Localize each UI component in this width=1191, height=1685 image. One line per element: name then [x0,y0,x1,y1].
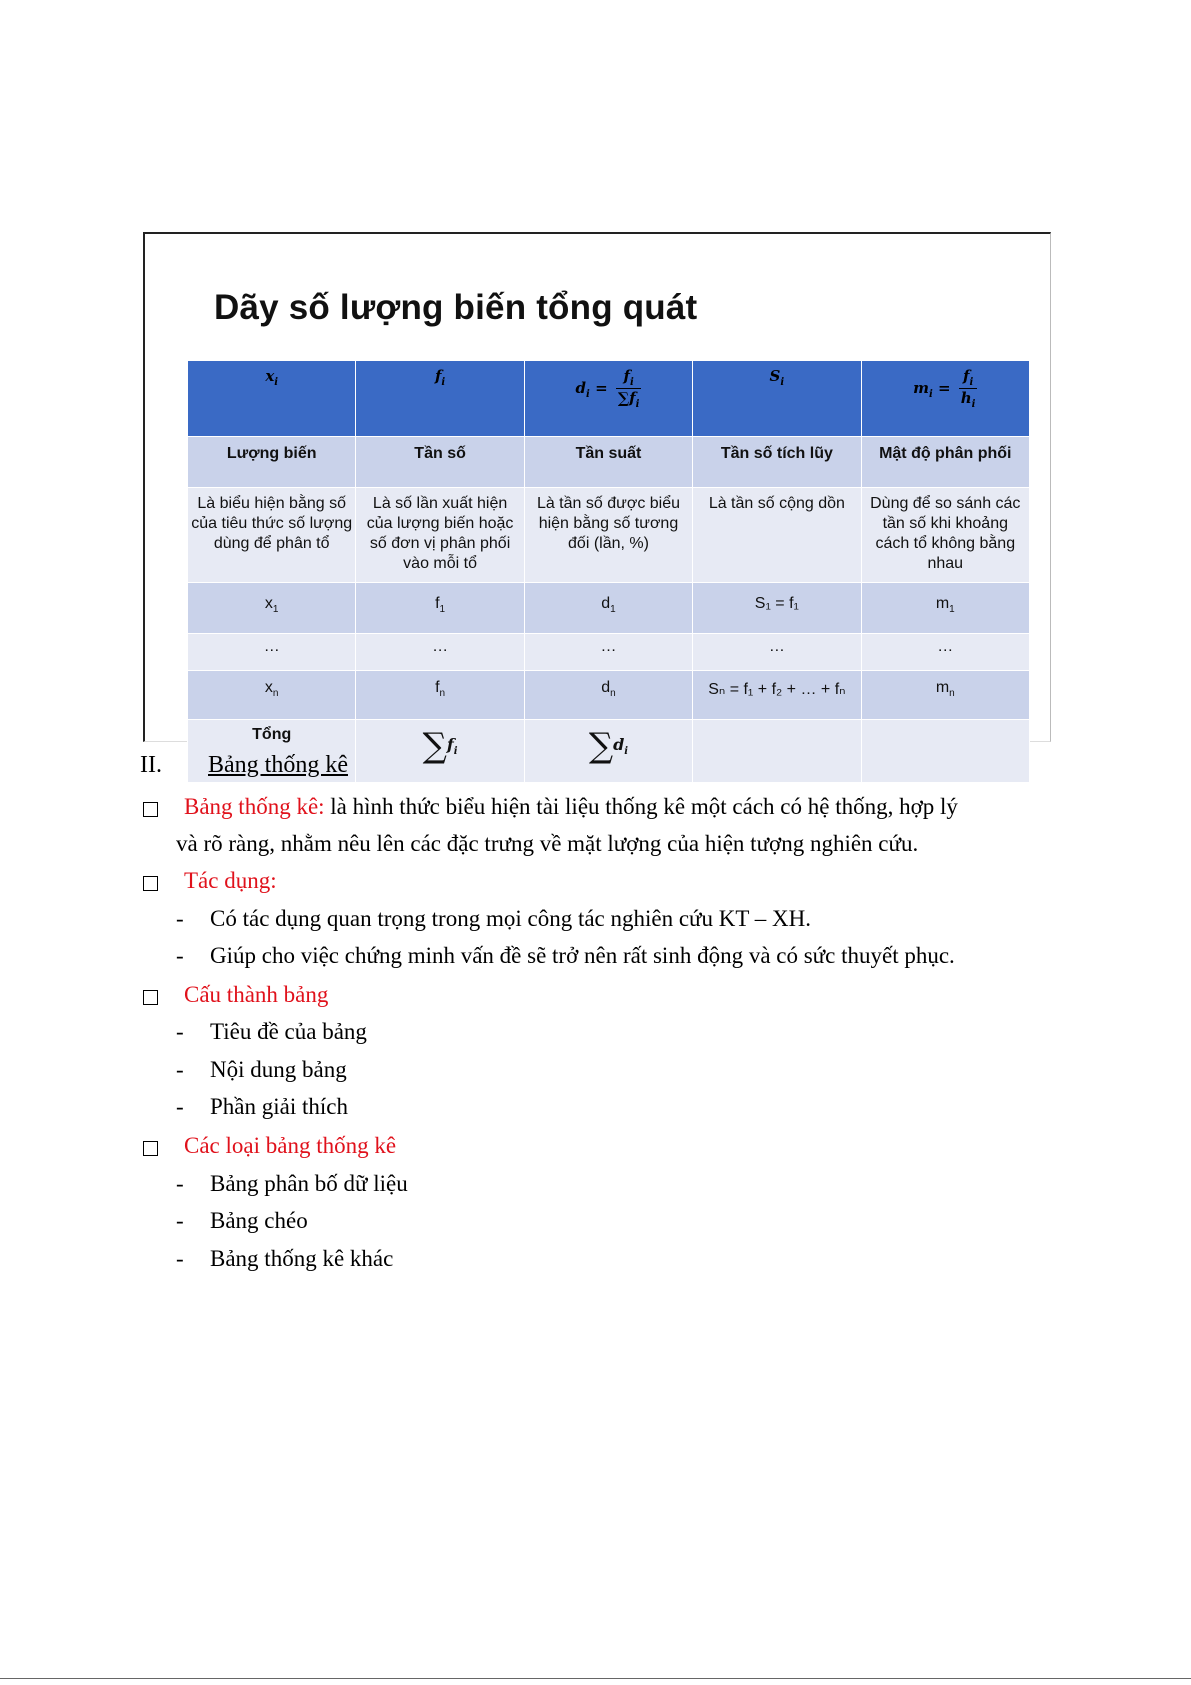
column-description: Là tần số được biểu hiện bằng số tương đối (lần, %) [524,488,692,583]
column-name: Tần suất [524,437,692,488]
symbol-xi: $x_i$ [188,361,356,437]
column-description: Là tần số cộng dồn [693,488,861,583]
term-label: Tác dụng: [184,868,277,893]
sum-di: $\sum d_i$ [524,720,692,783]
slide-title: Dãy số lượng biến tổng quát [214,288,698,327]
table-cell: $x_n$ [188,671,356,720]
list-item: Bảng chéo [210,1208,308,1233]
total-label: Tổng [188,720,356,783]
table-cell: … [188,634,356,671]
list-item: Bảng phân bố dữ liệu [210,1171,408,1196]
symbol-di-formula: $d_i$ = $\frac{f_i}{\sum f_i}$ [524,361,692,437]
checkbox-bullet-icon [143,876,158,891]
table-cell: $f_1$ [356,583,524,634]
table-cell: $m_1$ [861,583,1029,634]
list-item: Tiêu đề của bảng [210,1019,367,1044]
dash-marker: - [176,1057,184,1082]
table-cell: … [356,634,524,671]
sum-fi: $\sum f_i$ [356,720,524,783]
name-row [188,437,1030,488]
dash-marker: - [176,943,184,968]
first-value-row [188,583,1030,634]
section-heading [140,752,348,779]
table-cell: $x_1$ [188,583,356,634]
table-cell [861,720,1029,783]
list-item: Phần giải thích [210,1094,348,1119]
table-cell: S₁ = f₁ [693,583,861,634]
table-cell: Sₙ = f₁ + f₂ + … + fₙ [693,671,861,720]
dash-marker: - [176,1208,184,1233]
list-item: Có tác dụng quan trọng trong mọi công tác nghiên cứu KT – XH. [210,906,811,931]
description-row [188,488,1030,583]
paragraph-line: và rõ ràng, nhằm nêu lên các đặc trưng về mặt lượng của hiện tượng nghiên cứu. [176,831,919,856]
table-cell: … [693,634,861,671]
dash-marker: - [176,906,184,931]
symbol-si: $S_i$ [693,361,861,437]
frequency-table [187,360,1030,783]
list-item: Giúp cho việc chứng minh vấn đề sẽ trở nên rất sinh động và có sức thuyết phục. [210,943,955,968]
paragraph-text: là hình thức biểu hiện tài liệu thống kê một cách có hệ thống, hợp lý [324,794,958,819]
column-name: Tần số [356,437,524,488]
table-cell: $f_n$ [356,671,524,720]
table-cell: $d_n$ [524,671,692,720]
symbol-row [188,361,1030,437]
list-item: Nội dung bảng [210,1057,347,1082]
column-name: Tần số tích lũy [693,437,861,488]
page-bottom-rule [0,1678,1191,1679]
section-number: II. [140,752,162,778]
table-cell: $d_1$ [524,583,692,634]
section-title: Bảng thống kê [208,752,348,778]
column-description: Là số lần xuất hiện của lượng biến hoặc số đơn vị phân phối vào mỗi tổ [356,488,524,583]
dash-marker: - [176,1171,184,1196]
column-description: Là biểu hiện bằng số của tiêu thức số lượng dùng để phân tổ [188,488,356,583]
term-label: Bảng thống kê: [184,794,325,819]
checkbox-bullet-icon [143,990,158,1005]
paragraph-line [184,794,958,820]
checkbox-bullet-icon [143,802,158,817]
table-cell: … [861,634,1029,671]
symbol-mi-formula: $m_i$ = $\frac{f_i}{h_i}$ [861,361,1029,437]
dash-marker: - [176,1246,184,1271]
column-name: Lượng biến [188,437,356,488]
ellipsis-row [188,634,1030,671]
table-cell: $m_n$ [861,671,1029,720]
table-cell: … [524,634,692,671]
term-label: Cấu thành bảng [184,982,329,1007]
table-cell [693,720,861,783]
column-description: Dùng để so sánh các tần số khi khoảng cách tổ không bằng nhau [861,488,1029,583]
last-value-row [188,671,1030,720]
term-label: Các loại bảng thống kê [184,1133,397,1158]
column-name: Mật độ phân phối [861,437,1029,488]
dash-marker: - [176,1094,184,1119]
list-item: Bảng thống kê khác [210,1246,394,1271]
dash-marker: - [176,1019,184,1044]
checkbox-bullet-icon [143,1141,158,1156]
symbol-fi: $f_i$ [356,361,524,437]
